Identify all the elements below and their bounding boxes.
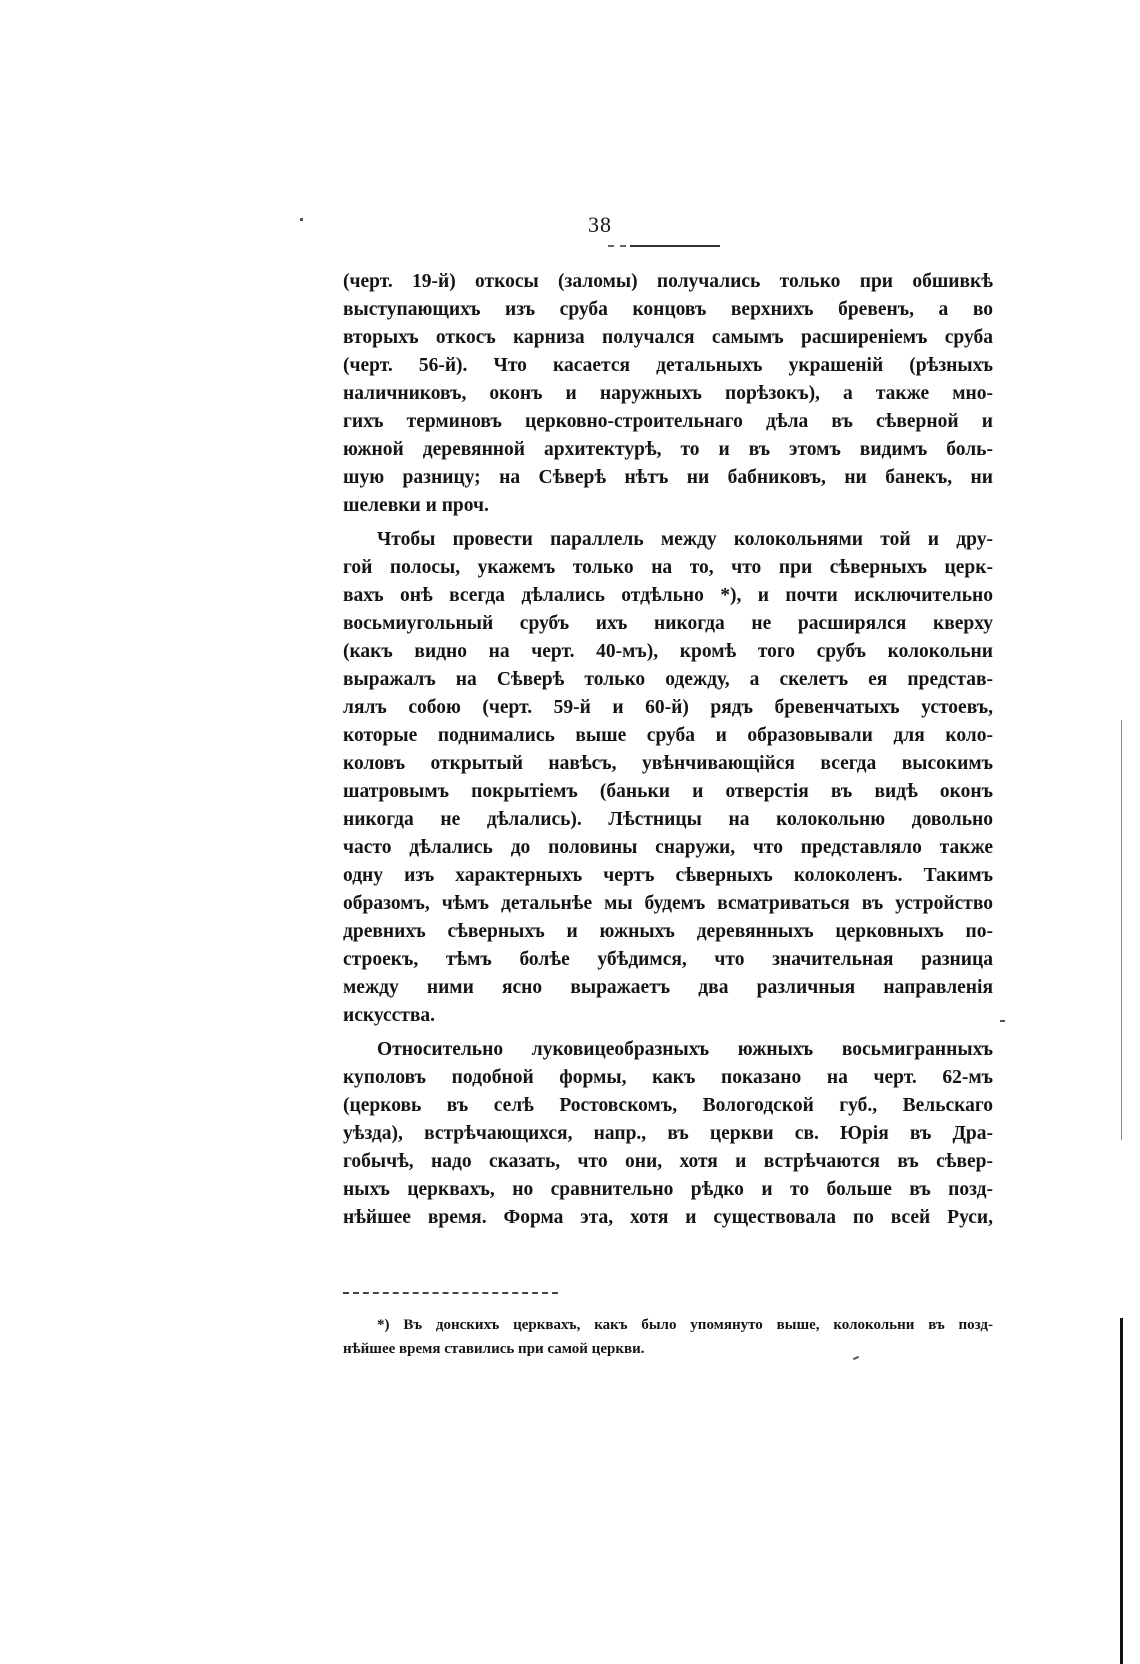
- text-line: древнихъ сѣверныхъ и южныхъ деревянныхъ церковныхъ по-: [343, 921, 993, 942]
- text-line: выражалъ на Сѣверѣ только одежду, а скелетъ ея представ-: [343, 669, 993, 690]
- text-line: южной деревянной архитектурѣ, то и въ этомъ видимъ боль-: [343, 439, 993, 460]
- text-line: между ними ясно выражаетъ два различныя направленія: [343, 977, 993, 998]
- text-line: шатровымъ покрытіемъ (баньки и отверстія въ видѣ оконъ: [343, 781, 993, 802]
- scan-speck: [1000, 1020, 1005, 1022]
- text-line: уѣзда), встрѣчающихся, напр., въ церкви св. Юрія въ Дра-: [343, 1123, 993, 1144]
- text-line: (церковь въ селѣ Ростовскомъ, Вологодской губ., Вельскаго: [343, 1095, 993, 1116]
- body-text: [343, 268, 993, 1232]
- text-line: строекъ, тѣмъ болѣе убѣдимся, что значительная разница: [343, 949, 993, 970]
- text-line: одну изъ характерныхъ чертъ сѣверныхъ колоколенъ. Такимъ: [343, 865, 993, 886]
- header-rule-dots: [608, 245, 626, 247]
- scan-edge-shadow: [1120, 1318, 1123, 1664]
- text-line: шелевки и проч.: [343, 495, 489, 516]
- text-line: гой полосы, укажемъ только на то, что при сѣверныхъ церк-: [343, 557, 993, 578]
- text-line: гобычѣ, надо сказать, что они, хотя и встрѣчаются въ сѣвер-: [343, 1151, 993, 1172]
- text-line: ныхъ церквахъ, но сравнительно рѣдко и то больше въ позд-: [343, 1179, 993, 1200]
- text-line: коловъ открытый навѣсъ, увѣнчивающійся всегда высокимъ: [343, 753, 993, 774]
- text-line: (какъ видно на черт. 40-мъ), кромѣ того срубъ колокольни: [343, 641, 993, 662]
- text-line: восьмиугольный срубъ ихъ никогда не расширялся кверху: [343, 613, 993, 634]
- text-line: гихъ терминовъ церковно-строительнаго дѣла въ сѣверной и: [343, 411, 993, 432]
- text-line: (черт. 19-й) откосы (заломы) получались только при обшивкѣ: [343, 271, 993, 292]
- text-line: лялъ собою (черт. 59-й и 60-й) рядъ бревенчатыхъ устоевъ,: [343, 697, 993, 718]
- header-rule: [630, 245, 720, 247]
- text-line: выступающихъ изъ сруба концовъ верхнихъ бревенъ, а во: [343, 299, 993, 320]
- text-line: которые поднимались выше сруба и образовывали для коло-: [343, 725, 993, 746]
- scan-speck: [300, 218, 303, 221]
- text-line: часто дѣлались до половины снаружи, что представляло также: [343, 837, 993, 858]
- text-line: вахъ онѣ всегда дѣлались отдѣльно *), и почти исключительно: [343, 585, 993, 606]
- page-number: 38: [588, 212, 612, 237]
- text-line: образомъ, чѣмъ детальнѣе мы будемъ всматриваться въ устройство: [343, 893, 993, 914]
- text-line: Чтобы провести параллель между колокольнями той и дру-: [377, 529, 993, 550]
- text-line: куполовъ подобной формы, какъ показано на черт. 62-мъ: [343, 1067, 993, 1088]
- text-line: нѣйшее время. Форма эта, хотя и существовала по всей Руси,: [343, 1207, 993, 1228]
- scan-edge-line: [1121, 720, 1122, 1140]
- footnote-line: *) Въ донскихъ церквахъ, какъ было упомянуто выше, колокольни въ позд-: [377, 1317, 993, 1333]
- text-line: никогда не дѣлались). Лѣстницы на колокольню довольно: [343, 809, 993, 830]
- text-line: вторыхъ откосъ карниза получался самымъ расширеніемъ сруба: [343, 327, 993, 348]
- text-line: наличниковъ, оконъ и наружныхъ порѣзокъ), а также мно-: [343, 383, 993, 404]
- text-line: (черт. 56-й). Что касается детальныхъ украшеній (рѣзныхъ: [343, 355, 993, 376]
- text-line: шую разницу; на Сѣверѣ нѣтъ ни бабниковъ, ни банекъ, ни: [343, 467, 993, 488]
- text-line: Относительно луковицеобразныхъ южныхъ восьмигранныхъ: [377, 1039, 993, 1060]
- text-line: искусства.: [343, 1005, 436, 1026]
- footnote-rule: [343, 1292, 558, 1294]
- footnote: [343, 1313, 993, 1361]
- footnote-line: нѣйшее время ставились при самой церкви.: [343, 1341, 645, 1357]
